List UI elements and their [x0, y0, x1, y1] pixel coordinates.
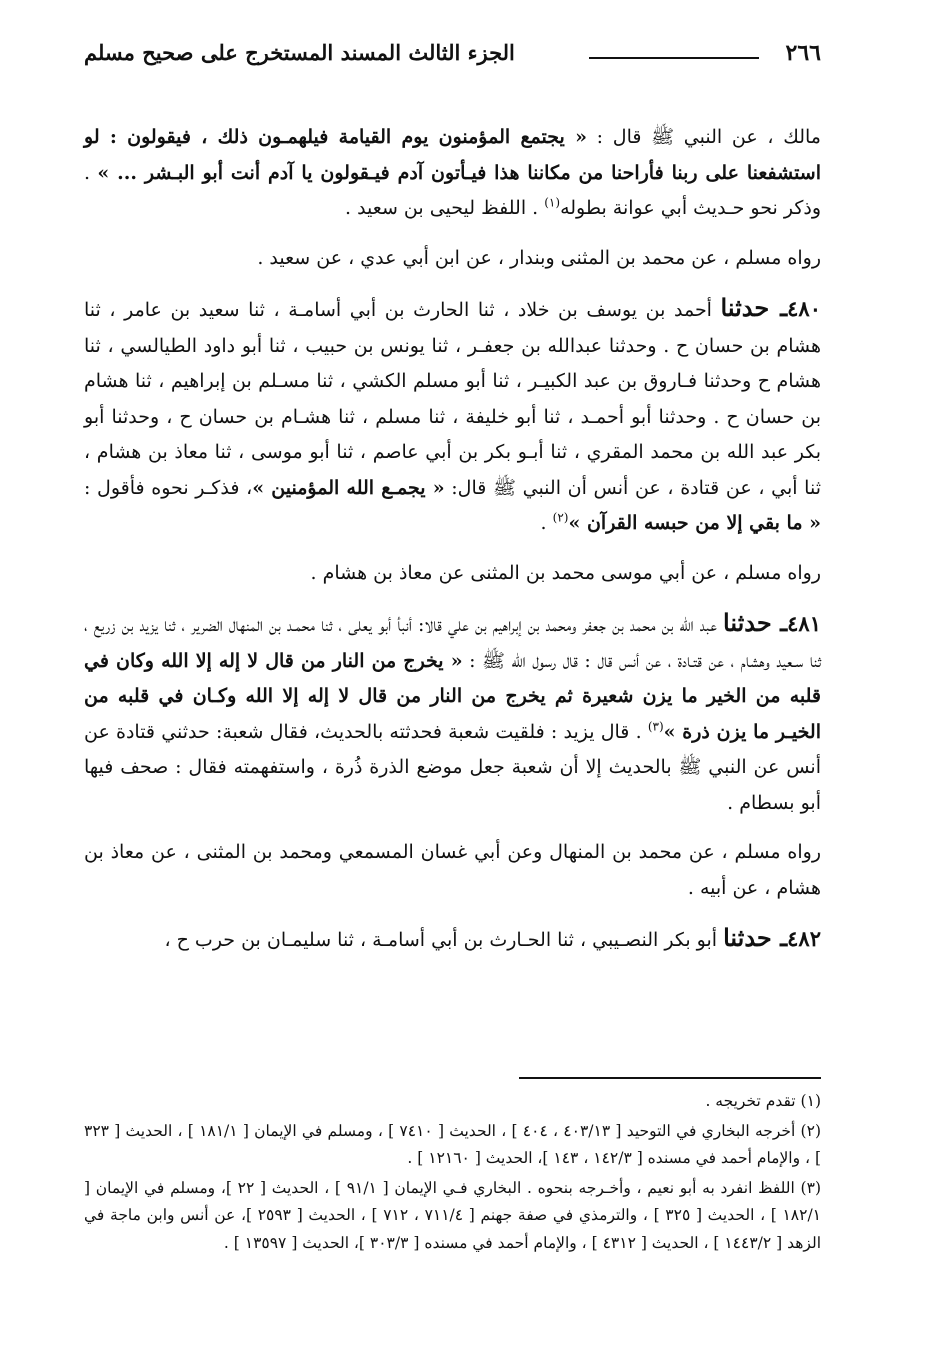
text-span: أحمد بن يوسف بن خلاد ، ثنا الحارث بن أبي أسامـة ، ثنا سعيد بن عامر ، ثنا هشام بن حسان ح . وحدثنا عبدالله بن جعفـر ، ثنا يونس بن حبيب ، ثنا أبو داود الطيالسي ، ثنا هشام ح وحدثنا فـاروق بن عبد الكبيـر ، ثنا أبو مسلم الكشي ، ثنا مسـلم بن إبراهيم ، ثنا هشام بن حسان ح . وحدثنا أبو أحمـد ، ثنا أبو خليفة ، ثنا مسلم ، ثنا هشـام بن حسان ح ، وحدثنا أبو بكر عبد الله بن محمد المقري ، ثنا أبـو بكر بن أبي عاصم ، ثنا أبو موسى ، ثنا معاذ بن هشام ، ثنا أبي ، عن قتادة ، عن أنس أن النبي ﷺ قال: [84, 299, 821, 499]
text-span: ، فذكـر نحوه فأقول : [84, 476, 253, 499]
haddathana-label: ـ حدثنا [723, 923, 788, 952]
text-span: . قال يزيد : فلقيت شعبة فحدثته بالحديث، فقال شعبة: حدثني قتادة عن أنس عن النبي ﷺ بالحديث إلا أن شعبة جعل موضع الذرة ذُرة ، واستفهمته فقال : صحف فيها أبو بسطام . [84, 720, 821, 814]
paragraph-continuation [84, 120, 821, 227]
text-span: . وذكر نحو حـديث أبي عوانة بطوله [84, 161, 821, 219]
header-rule [589, 57, 759, 59]
text-span: عبد الله بن محمد بن جعفر ومحمد بن إبراهيم بن علي قالا: أنبأ أبو يعلى ، ثنا محمـد بن المنهال الضرير ، ثنا يزيد بن زريع ، ثنا سـعيد وهشام ، عن قتـادة ، عن أنس قال : قال رسول الله ﷺ : [84, 614, 821, 672]
footnote-rule [519, 1077, 821, 1079]
riwayah-note: رواه مسلم ، عن أبي موسى محمد بن المثنى عن معاذ بن هشام . [310, 561, 821, 584]
hadith-number: ٤٨٢ [787, 926, 821, 951]
footnote-2: (٢) أخرجه البخاري في التوحيد [ ٤٠٣/١٣ ، ٤٠٤ ] ، الحديث [ ٧٤١٠ ] ، ومسلم في الإيمان [ ١٨١/١ ] ، الحديث [ ٣٢٣ ] ، والإمام أحمد في مسنده [ ١٤٢/٣ ، ١٤٣ ]، الحديث [ ١٢١٦٠ ] . [84, 1121, 821, 1167]
haddathana-label: ـ حدثنا [723, 608, 788, 637]
hadith-481 [84, 605, 821, 821]
text-span: . اللفظ ليحيى بن سعيد . [345, 197, 545, 219]
running-title: الجزء الثالث المسند المستخرج على صحيح مسلم [84, 40, 515, 65]
main-text [84, 120, 821, 973]
hadith-number: ٤٨١ [787, 611, 821, 636]
riwayah-note: رواه مسلم ، عن محمد بن المنهال وعن أبي غسان المسمعي ومحمد بن المثنى ، عن معاذ بن هشام ، عن أبيه . [84, 841, 821, 899]
footnote-1: (١) تقدم تخريجه . [705, 1092, 821, 1110]
page-header [84, 38, 821, 74]
hadith-quote: « يجتمع المؤمنون يوم القيامة فيلهمـون ذلك ، فيقولون : لو استشفعنا على ربنا فأراحنا من مكاننا هذا فيـأتون آدم فيـقولون يا آدم أنت أبو البـشر ... » [84, 126, 821, 184]
riwayah-note: رواه مسلم ، عن محمد بن المثنى وبندار ، عن ابن أبي عدي ، عن سعيد . [257, 246, 821, 269]
text-span: . [540, 512, 553, 534]
hadith-quote: « يخرج من النار من قال لا إله إلا الله وكان في قلبه من الخير ما يزن شعيرة ثم يخرج من النار من قال لا إله إلا الله وكـان في قلبه من الخيـر ما يزن ذرة » [84, 649, 821, 743]
text-span: أبو بكر النصـيبي ، ثنا الحـارث بن أبي أسامـة ، ثنا سليمـان بن حرب ح ، [164, 929, 724, 951]
footnote-ref: (٢) [552, 510, 569, 525]
page-number: ٢٦٦ [785, 40, 821, 66]
haddathana-label: ـ حدثنا [720, 293, 788, 322]
hadith-480 [84, 290, 821, 542]
footnotes [84, 1088, 821, 1259]
footnote-3: (٣) اللفظ انفرد به أبو نعيم ، وأخـرجه بنحوه . البخاري فـي الإيمان [ ٩١/١ ] ، الحديث [ ٢٢ ]، ومسلم في الإيمان [ ١٨٢/١ ] ، الحديث [ ٣٢٥ ] ، والترمذي في صفة جهنم [ ٧١١/٤ ، ٧١٢ ] ، الحديث [ ٢٥٩٣ ]، عن أنس وابن ماجة في الزهد [ ١٤٤٣/٢ ] ، الحديث [ ٤٣١٢ ] ، والإمام أحمد في مسنده [ ٣٠٣/٣ ]، الحديث [ ١٣٥٩٧ ] . [84, 1178, 822, 1252]
footnote-ref: (٣) [647, 719, 664, 734]
hadith-quote: « يجمـع الله المؤمنين » [252, 476, 445, 499]
text-span: مالك ، عن النبي ﷺ قال : [586, 126, 821, 148]
hadith-482 [84, 920, 821, 959]
hadith-number: ٤٨٠ [787, 296, 821, 321]
hadith-quote: « ما بقي إلا من حبسه القرآن » [568, 512, 821, 534]
footnote-ref: (١) [544, 195, 561, 210]
